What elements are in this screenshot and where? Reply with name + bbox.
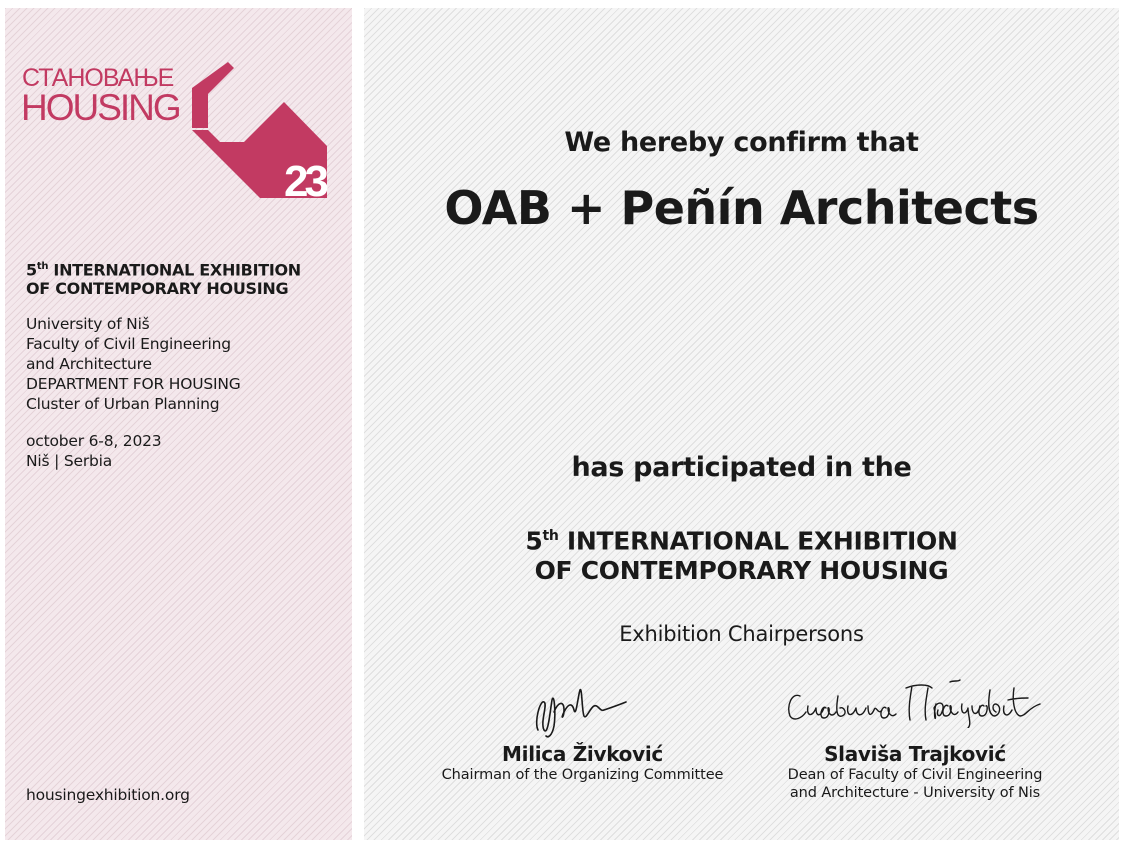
signatory-2 [760, 742, 1070, 802]
organizer-line: Cluster of Urban Planning [26, 395, 220, 413]
organizer-line: Faculty of Civil Engineering [26, 335, 231, 353]
signature-1-icon [530, 682, 640, 740]
logo-cyrillic-text: СТАНОВАЊЕ [22, 64, 174, 92]
signature-2-icon [782, 678, 1052, 728]
exhibition-ordinal: th [542, 528, 559, 544]
logo-latin-text: HOUSING [21, 87, 180, 128]
sidebar-title-line1: INTERNATIONAL EXHIBITION [48, 260, 301, 280]
sidebar-exhibition-title [26, 257, 346, 298]
sidebar-title-number: 5 [26, 260, 37, 280]
signatory-role: Dean of Faculty of Civil Engineering [787, 767, 1043, 783]
signatory-role: Chairman of the Organizing Committee [441, 767, 724, 783]
chairpersons-label: Exhibition Chairpersons [619, 622, 864, 646]
signatory-1 [420, 742, 745, 784]
signatory-role-line2: and Architecture - University of Nis [789, 785, 1041, 801]
logo-number: 23 [284, 157, 325, 204]
event-date: october 6-8, 2023 [26, 432, 162, 450]
organizer-line: DEPARTMENT FOR HOUSING [26, 375, 241, 393]
organizer-line: and Architecture [26, 355, 152, 373]
exhibition-number: 5 [525, 526, 543, 556]
signatory-name: Slaviša Trajković [824, 742, 1006, 766]
exhibition-title-line1: INTERNATIONAL EXHIBITION [558, 526, 958, 556]
organizer-info [26, 314, 241, 414]
event-date-location [26, 431, 161, 471]
sidebar-title-ordinal: th [36, 261, 49, 272]
exhibition-title-line2: OF CONTEMPORARY HOUSING [534, 556, 949, 586]
housing-logo [22, 54, 342, 204]
event-location: Niš | Serbia [26, 452, 113, 470]
sidebar-title-line2: OF CONTEMPORARY HOUSING [26, 279, 289, 299]
exhibition-title [364, 521, 1119, 586]
confirm-heading: We hereby confirm that [564, 127, 919, 158]
signatory-name: Milica Živković [502, 742, 663, 766]
organizer-line: University of Niš [26, 315, 150, 333]
recipient-name: OAB + Peñín Architects [444, 181, 1039, 235]
website-text: housingexhibition.org [26, 786, 190, 804]
participated-text: has participated in the [571, 452, 912, 483]
